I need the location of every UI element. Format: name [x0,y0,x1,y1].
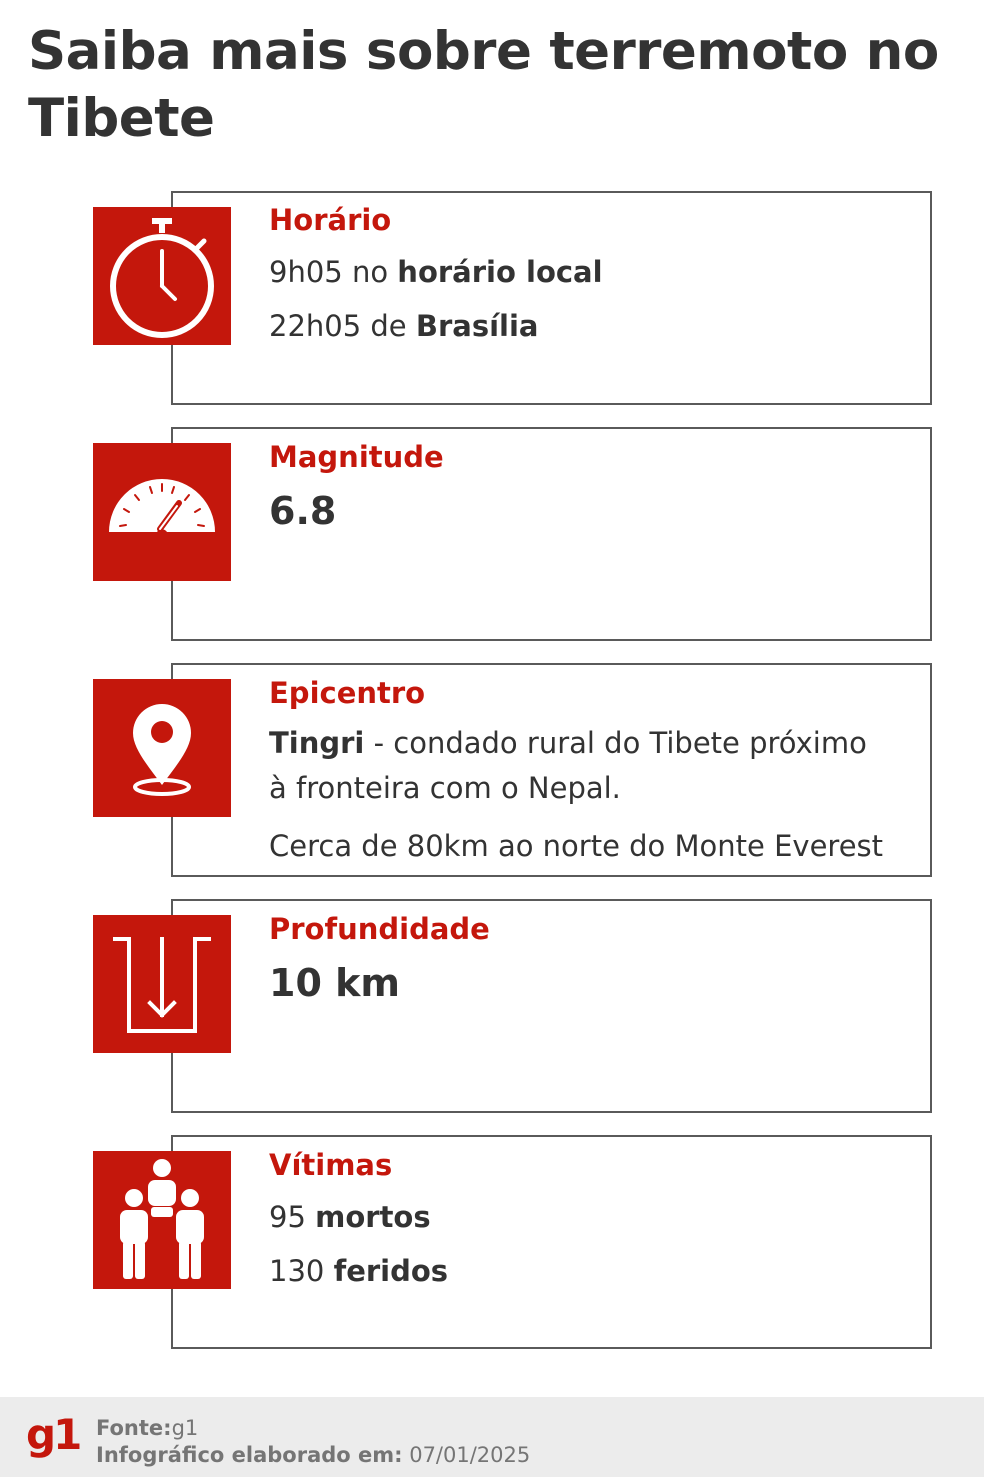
gauge-icon [93,443,231,581]
stopwatch-icon [93,207,231,345]
card-title-vitimas: Vítimas [269,1148,393,1182]
depth-arrow-icon [93,915,231,1053]
epicentro-line-3: Cerca de 80km ao norte do Monte Everest [269,829,884,863]
vitimas-mortos-line: 95 mortos [269,1200,431,1234]
epicentro-line-1: Tingri - condado rural do Tibete próximo [269,726,867,760]
page-title: Saiba mais sobre terremoto no Tibete [28,21,939,149]
horario-brasilia-line: 22h05 de Brasília [269,309,539,343]
vitimas-feridos-line: 130 feridos [269,1254,449,1288]
card-title-magnitude: Magnitude [269,440,444,474]
g1-logo: g1 [26,1410,80,1459]
source-credit: Fonte:g1 [96,1416,199,1440]
magnitude-value: 6.8 [269,489,337,533]
card-title-epicentro: Epicentro [269,676,426,710]
card-title-horario: Horário [269,203,392,237]
footer [0,1397,984,1477]
infographic-date: Infográfico elaborado em: 07/01/2025 [96,1443,531,1467]
profundidade-value: 10 km [269,961,400,1005]
location-pin-icon [93,679,231,817]
card-title-profundidade: Profundidade [269,912,490,946]
horario-local-line: 9h05 no horário local [269,255,603,289]
people-icon [93,1151,231,1289]
epicentro-line-2: à fronteira com o Nepal. [269,771,621,805]
